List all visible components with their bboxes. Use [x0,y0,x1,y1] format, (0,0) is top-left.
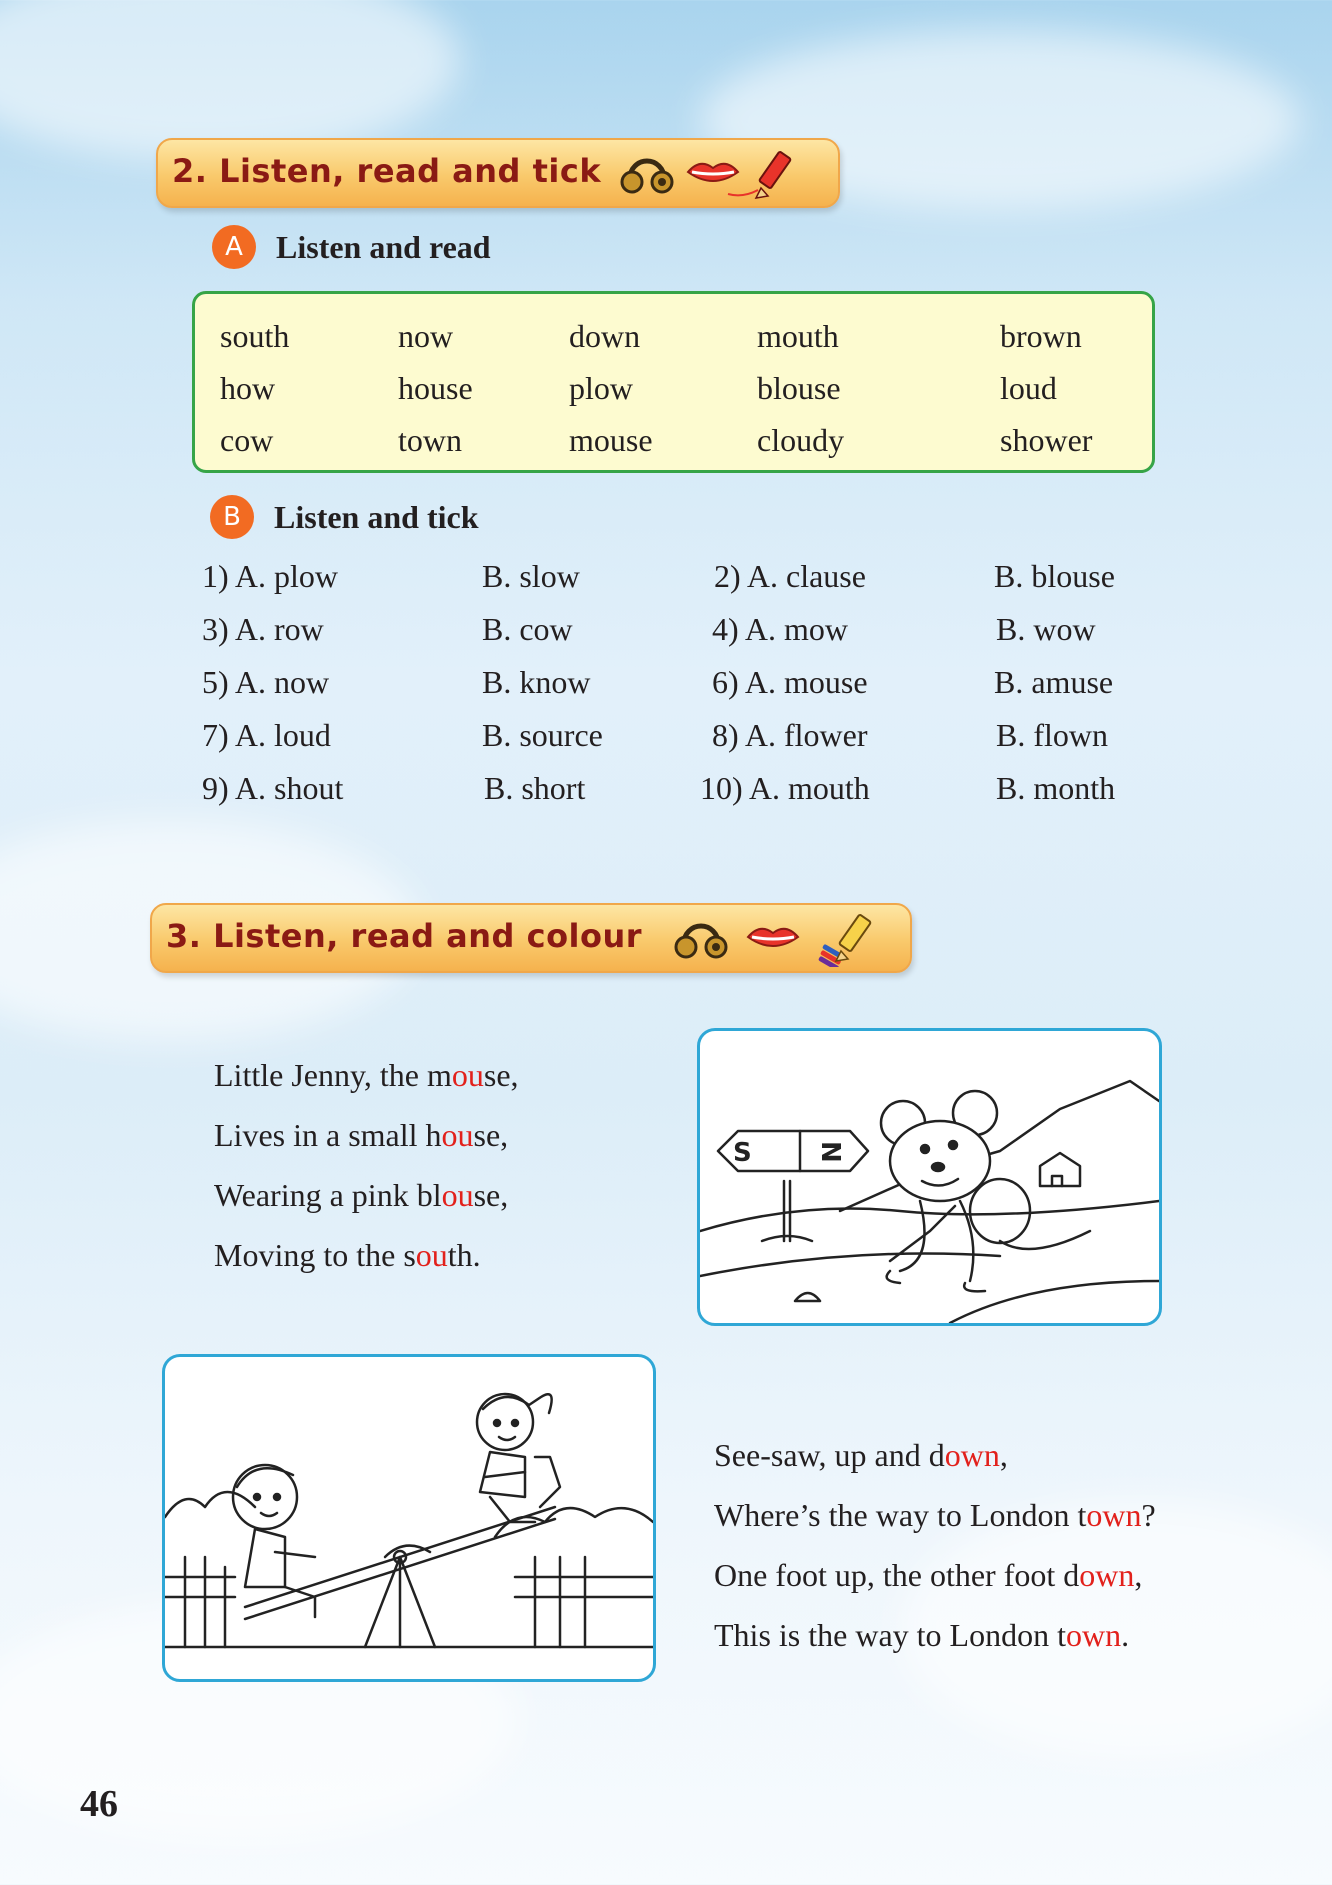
word: house [398,370,473,406]
signpost-left-label: S [733,1138,752,1168]
option-b[interactable]: B. amuse [994,664,1114,700]
part-a-header [212,225,491,269]
seesaw-picture[interactable] [162,1354,656,1682]
highlight: own [1079,1557,1135,1593]
section-2-banner [156,138,840,208]
banner-icons [618,146,828,207]
option-a[interactable]: 8) A. flower [712,717,868,753]
word: blouse [757,370,841,406]
highlight: own [1086,1497,1142,1533]
highlight: ou [451,1057,484,1093]
option-b[interactable]: B. slow [482,558,580,594]
option-b[interactable]: B. month [996,770,1116,806]
word: how [220,370,276,406]
poem-line: This is the way to London town. [714,1617,1130,1653]
option-b[interactable]: B. flown [996,717,1108,753]
word: mouth [757,318,839,354]
option-a[interactable]: 5) A. now [202,664,330,700]
signpost-right-label: N [815,1141,845,1163]
banner-icons [672,911,902,972]
highlight: own [1065,1617,1122,1653]
section-2-title: 2. Listen, read and tick [172,152,602,190]
option-b[interactable]: B. short [484,770,586,806]
highlight: ou [441,1177,474,1213]
word-box [192,291,1155,473]
headphones-icon [676,926,726,957]
part-b-badge: B [210,495,254,539]
poem-line: Lives in a small house, [214,1117,509,1153]
poem-line: Little Jenny, the mouse, [214,1057,519,1093]
lips-icon [748,929,798,946]
option-a[interactable]: 2) A. clause [714,558,866,594]
pencil-icon [728,151,791,198]
poem-line: Moving to the south. [214,1237,481,1273]
option-b[interactable]: B. source [482,717,603,753]
option-b[interactable]: B. blouse [994,558,1115,594]
word: brown [1000,318,1082,354]
part-a-badge: A [212,225,256,269]
option-a[interactable]: 3) A. row [202,611,324,647]
lips-icon [688,164,738,181]
poem-line: See-saw, up and down, [714,1437,1008,1473]
highlight: ou [441,1117,474,1153]
option-a[interactable]: 4) A. mow [712,611,848,647]
word: shower [1000,422,1093,458]
word: down [569,318,641,354]
highlight: ou [415,1237,448,1273]
word: now [398,318,454,354]
section-3-title: 3. Listen, read and colour [166,917,643,955]
option-a[interactable]: 10) A. mouth [700,770,870,806]
part-a-title: Listen and read [276,228,491,265]
option-a[interactable]: 6) A. mouse [712,664,868,700]
mouse-picture[interactable] [697,1028,1162,1326]
word: cloudy [757,422,845,458]
option-a[interactable]: 7) A. loud [202,717,331,753]
headphones-icon [622,161,672,192]
pencil-icon [836,914,871,961]
option-a[interactable]: 9) A. shout [202,770,344,806]
part-b-header [210,495,478,539]
word: south [220,318,290,354]
word: mouse [569,422,653,458]
option-b[interactable]: B. cow [482,611,573,647]
word: town [398,422,462,458]
page-number: 46 [80,1783,118,1825]
cloud-decoration [0,0,460,160]
seesaw-illustration [165,1357,653,1679]
section-3-banner [150,903,912,973]
poem-line: Where’s the way to London town? [714,1497,1156,1533]
option-b[interactable]: B. wow [996,611,1096,647]
mouse-illustration [700,1031,1159,1323]
word: cow [220,422,274,458]
word: plow [569,370,633,406]
part-b-title: Listen and tick [274,498,479,535]
option-a[interactable]: 1) A. plow [202,558,338,594]
word: loud [1000,370,1057,406]
poem-line: One foot up, the other foot down, [714,1557,1143,1593]
highlight: own [944,1437,1000,1473]
option-b[interactable]: B. know [482,664,591,700]
poem-line: Wearing a pink blouse, [214,1177,509,1213]
